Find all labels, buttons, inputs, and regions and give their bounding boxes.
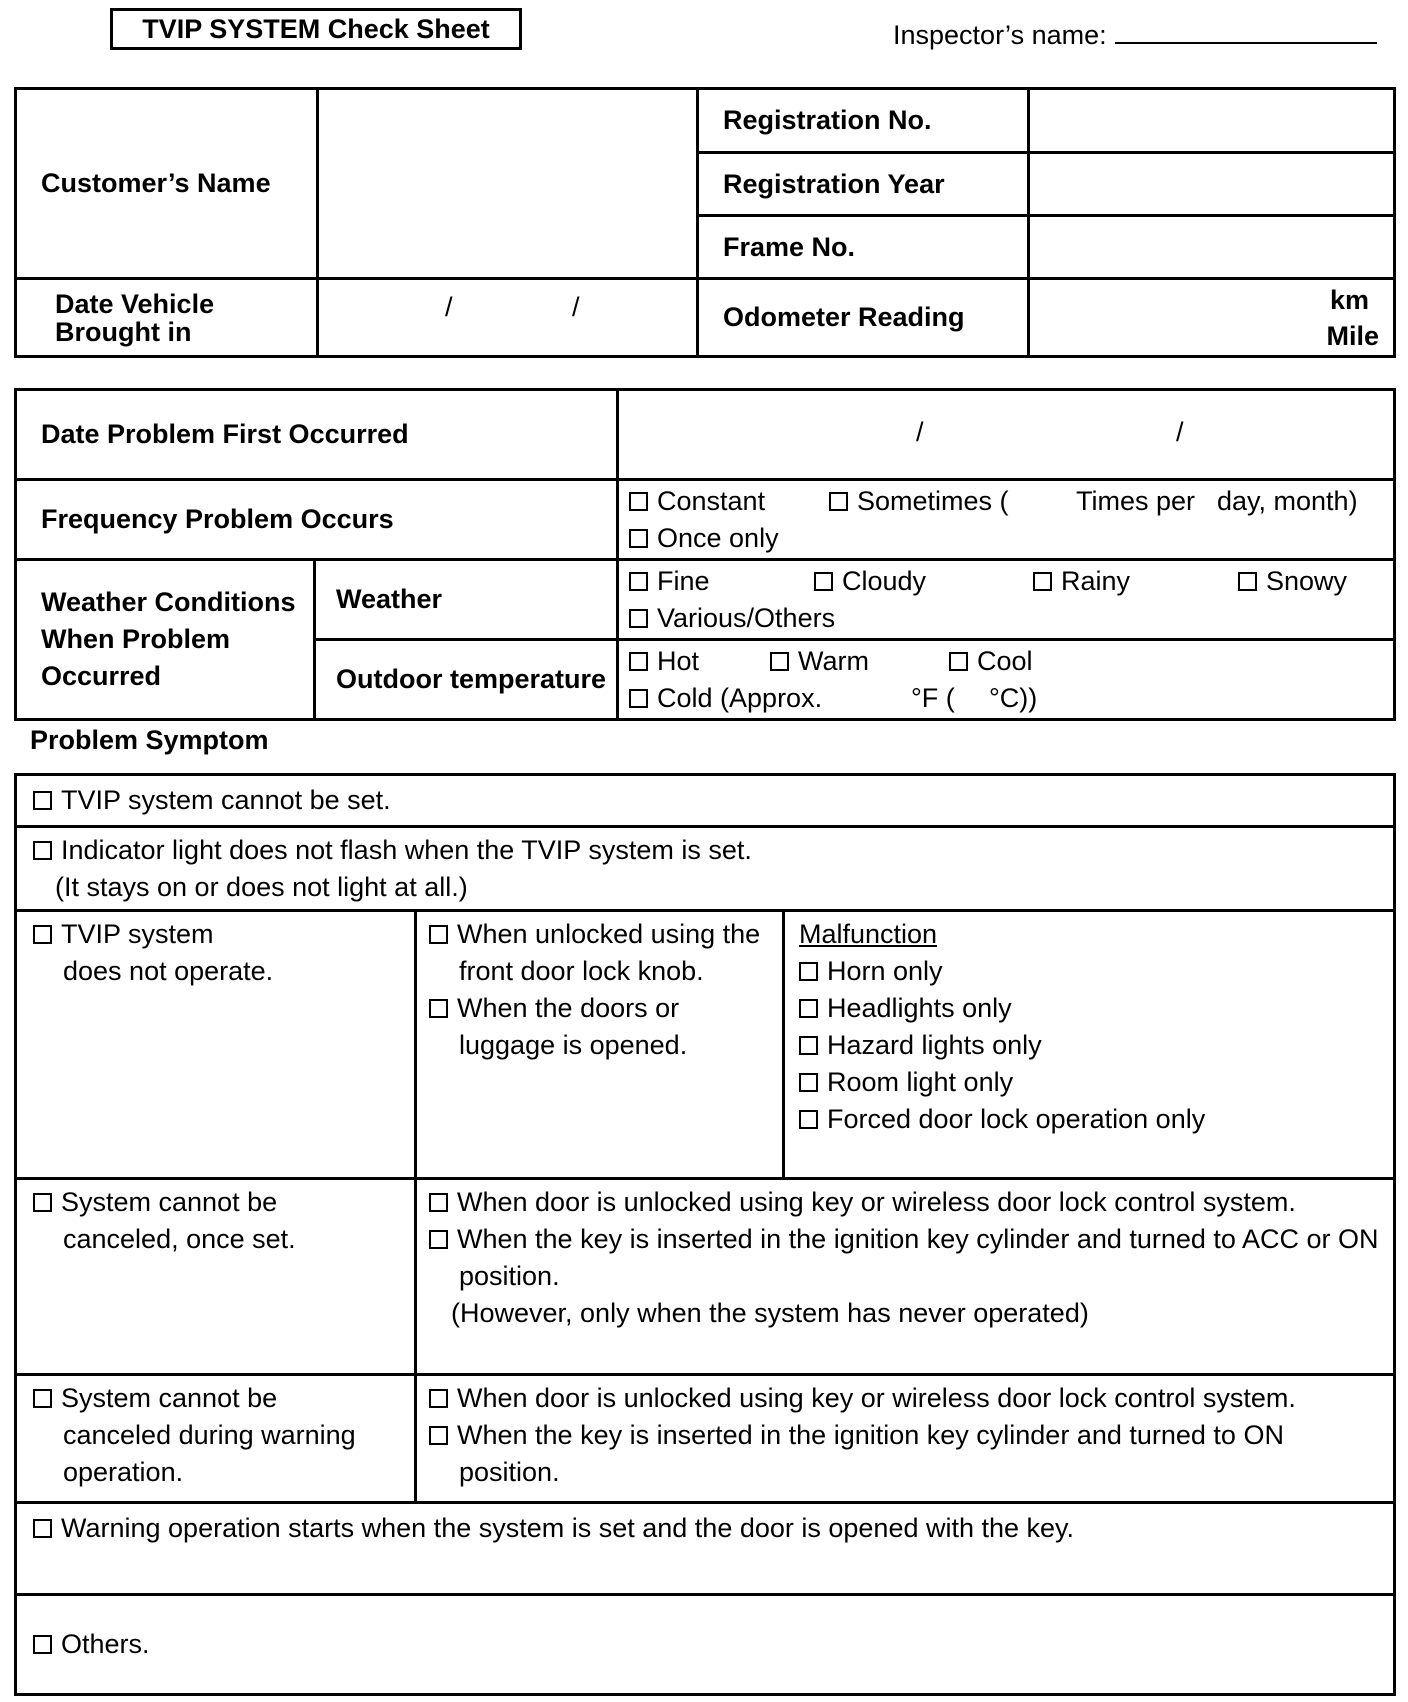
temp-cool[interactable]: Cool	[949, 643, 1033, 680]
symptom-cannot-cancel[interactable]: System cannot be canceled, once set.	[16, 1179, 416, 1375]
key-acc-on-option[interactable]: When the key is inserted in the ignition key cylinder and turned to ACC or ON	[429, 1221, 1393, 1258]
date-separator: /	[916, 417, 924, 447]
sheet-title: TVIP SYSTEM Check Sheet	[110, 8, 522, 50]
symptom-others[interactable]: Others.	[16, 1595, 1395, 1695]
weather-rainy[interactable]: Rainy	[1033, 563, 1130, 600]
checkbox-icon[interactable]	[829, 492, 848, 511]
checkbox-icon[interactable]	[33, 1519, 52, 1538]
frequency-sometimes[interactable]: Sometimes (	[829, 483, 1009, 520]
checkbox-icon[interactable]	[799, 1036, 818, 1055]
checkbox-icon[interactable]	[429, 925, 448, 944]
unit-km: km	[1329, 284, 1369, 315]
checkbox-icon[interactable]	[1238, 572, 1257, 591]
weather-conditions-label: Weather Conditions When Problem Occurred	[16, 560, 315, 720]
door-unlocked-key-option[interactable]: When door is unlocked using key or wireless door lock control system.	[429, 1184, 1393, 1221]
outdoor-temp-label: Outdoor temperature	[315, 640, 618, 720]
checkbox-icon[interactable]	[33, 791, 52, 810]
checkbox-icon[interactable]	[629, 529, 648, 548]
odometer-label: Odometer Reading	[698, 279, 1029, 357]
checkbox-icon[interactable]	[629, 652, 648, 671]
date-separator: /	[1176, 417, 1184, 447]
checkbox-icon[interactable]	[799, 962, 818, 981]
date-separator: /	[445, 292, 453, 322]
temp-warm[interactable]: Warm	[770, 643, 869, 680]
malfunction-options	[784, 911, 1395, 1179]
checkbox-icon[interactable]	[629, 492, 648, 511]
checkbox-icon[interactable]	[629, 609, 648, 628]
checkbox-icon[interactable]	[33, 925, 52, 944]
cannot-cancel-warning-conditions: When door is unlocked using key or wireless door lock control system. When the key is inserted in the ignition key cylinder and turned to ON position.	[416, 1375, 1395, 1503]
problem-symptom-title: Problem Symptom	[30, 725, 269, 755]
frequency-label: Frequency Problem Occurs	[16, 480, 618, 560]
date-brought-line2: Brought in	[55, 316, 192, 347]
checkbox-icon[interactable]	[770, 652, 789, 671]
day-month-label: day, month)	[1217, 485, 1358, 516]
customer-name-value[interactable]	[318, 89, 698, 279]
unlocked-knob-option[interactable]: When unlocked using the	[429, 916, 782, 953]
checkbox-icon[interactable]	[429, 1230, 448, 1249]
date-brought-label	[16, 279, 318, 357]
frequency-once-only[interactable]: Once only	[629, 520, 1393, 557]
odometer-value[interactable]	[1029, 279, 1395, 357]
inspector-name-blank[interactable]	[1115, 20, 1377, 44]
checkbox-icon[interactable]	[33, 841, 52, 860]
date-separator: /	[572, 292, 580, 322]
key-on-option[interactable]: When the key is inserted in the ignition key cylinder and turned to ON	[429, 1417, 1393, 1454]
unit-mile: Mile	[1326, 320, 1379, 351]
times-per-label: Times per	[1076, 485, 1196, 516]
checkbox-icon[interactable]	[799, 1073, 818, 1092]
checkbox-icon[interactable]	[814, 572, 833, 591]
checkbox-icon[interactable]	[429, 1389, 448, 1408]
checkbox-icon[interactable]	[629, 689, 648, 708]
weather-fine[interactable]: Fine	[629, 566, 710, 596]
symptom-indicator-light[interactable]: Indicator light does not flash when the TVIP system is set. (It stays on or does not light at all.)	[16, 827, 1395, 911]
weather-snowy[interactable]: Snowy	[1238, 563, 1347, 600]
deg-f-label: °F (	[911, 682, 955, 713]
checkbox-icon[interactable]	[1033, 572, 1052, 591]
date-brought-value[interactable]	[318, 279, 698, 357]
frequency-constant[interactable]: Constant	[629, 486, 765, 516]
checkbox-icon[interactable]	[949, 652, 968, 671]
checkbox-icon[interactable]	[33, 1635, 52, 1654]
symptom-not-operate[interactable]: TVIP system does not operate.	[16, 911, 416, 1179]
malfunction-heading: Malfunction	[799, 919, 938, 949]
checkbox-icon[interactable]	[629, 572, 648, 591]
date-brought-line1: Date Vehicle	[55, 288, 215, 319]
checkbox-icon[interactable]	[33, 1193, 52, 1212]
doors-opened-option[interactable]: When the doors or	[429, 990, 782, 1027]
temp-hot[interactable]: Hot	[629, 646, 699, 676]
weather-cloudy[interactable]: Cloudy	[814, 563, 926, 600]
checkbox-icon[interactable]	[429, 999, 448, 1018]
registration-year-label: Registration Year	[698, 153, 1029, 216]
malfunction-hazard[interactable]: Hazard lights only	[799, 1027, 1393, 1064]
frequency-options	[618, 480, 1395, 560]
door-unlocked-key-option-2[interactable]: When door is unlocked using key or wireless door lock control system.	[429, 1380, 1393, 1417]
inspector-name-field	[893, 20, 1377, 51]
malfunction-headlights[interactable]: Headlights only	[799, 990, 1393, 1027]
malfunction-forced-lock[interactable]: Forced door lock operation only	[799, 1101, 1393, 1138]
checkbox-icon[interactable]	[33, 1389, 52, 1408]
inspector-label: Inspector’s name:	[893, 20, 1107, 50]
symptom-cannot-cancel-warning[interactable]: System cannot be canceled during warning operation.	[16, 1375, 416, 1503]
cannot-cancel-conditions: When door is unlocked using key or wireless door lock control system. When the key is inserted in the ignition key cylinder and turned to ACC or ON position. (However, only when the system has never operated)	[416, 1179, 1395, 1375]
temperature-options	[618, 640, 1395, 720]
checkbox-icon[interactable]	[429, 1426, 448, 1445]
symptom-not-operate-conditions: When unlocked using the front door lock knob. When the doors or luggage is opened.	[416, 911, 784, 1179]
temp-cold[interactable]: Cold (Approx.	[629, 683, 822, 713]
conditions-table	[14, 388, 1396, 721]
malfunction-horn[interactable]: Horn only	[799, 953, 1393, 990]
weather-label: Weather	[315, 560, 618, 640]
symptom-warning-starts[interactable]: Warning operation starts when the system is set and the door is opened with the key.	[16, 1503, 1395, 1595]
date-first-value[interactable]	[618, 390, 1395, 480]
registration-year-value[interactable]	[1029, 153, 1395, 216]
checkbox-icon[interactable]	[799, 999, 818, 1018]
weather-various[interactable]: Various/Others	[629, 600, 1393, 637]
symptom-cannot-set[interactable]: TVIP system cannot be set.	[16, 775, 1395, 827]
problem-symptom-table	[14, 773, 1396, 1696]
checkbox-icon[interactable]	[799, 1110, 818, 1129]
frame-no-label: Frame No.	[698, 216, 1029, 279]
customer-name-label: Customer’s Name	[16, 89, 318, 279]
registration-no-value[interactable]	[1029, 89, 1395, 153]
registration-no-label: Registration No.	[698, 89, 1029, 153]
frame-no-value[interactable]	[1029, 216, 1395, 279]
weather-options	[618, 560, 1395, 640]
deg-c-label: °C))	[989, 682, 1038, 713]
vehicle-info-table	[14, 87, 1396, 358]
checkbox-icon[interactable]	[429, 1193, 448, 1212]
date-first-label: Date Problem First Occurred	[16, 390, 618, 480]
malfunction-room-light[interactable]: Room light only	[799, 1064, 1393, 1101]
